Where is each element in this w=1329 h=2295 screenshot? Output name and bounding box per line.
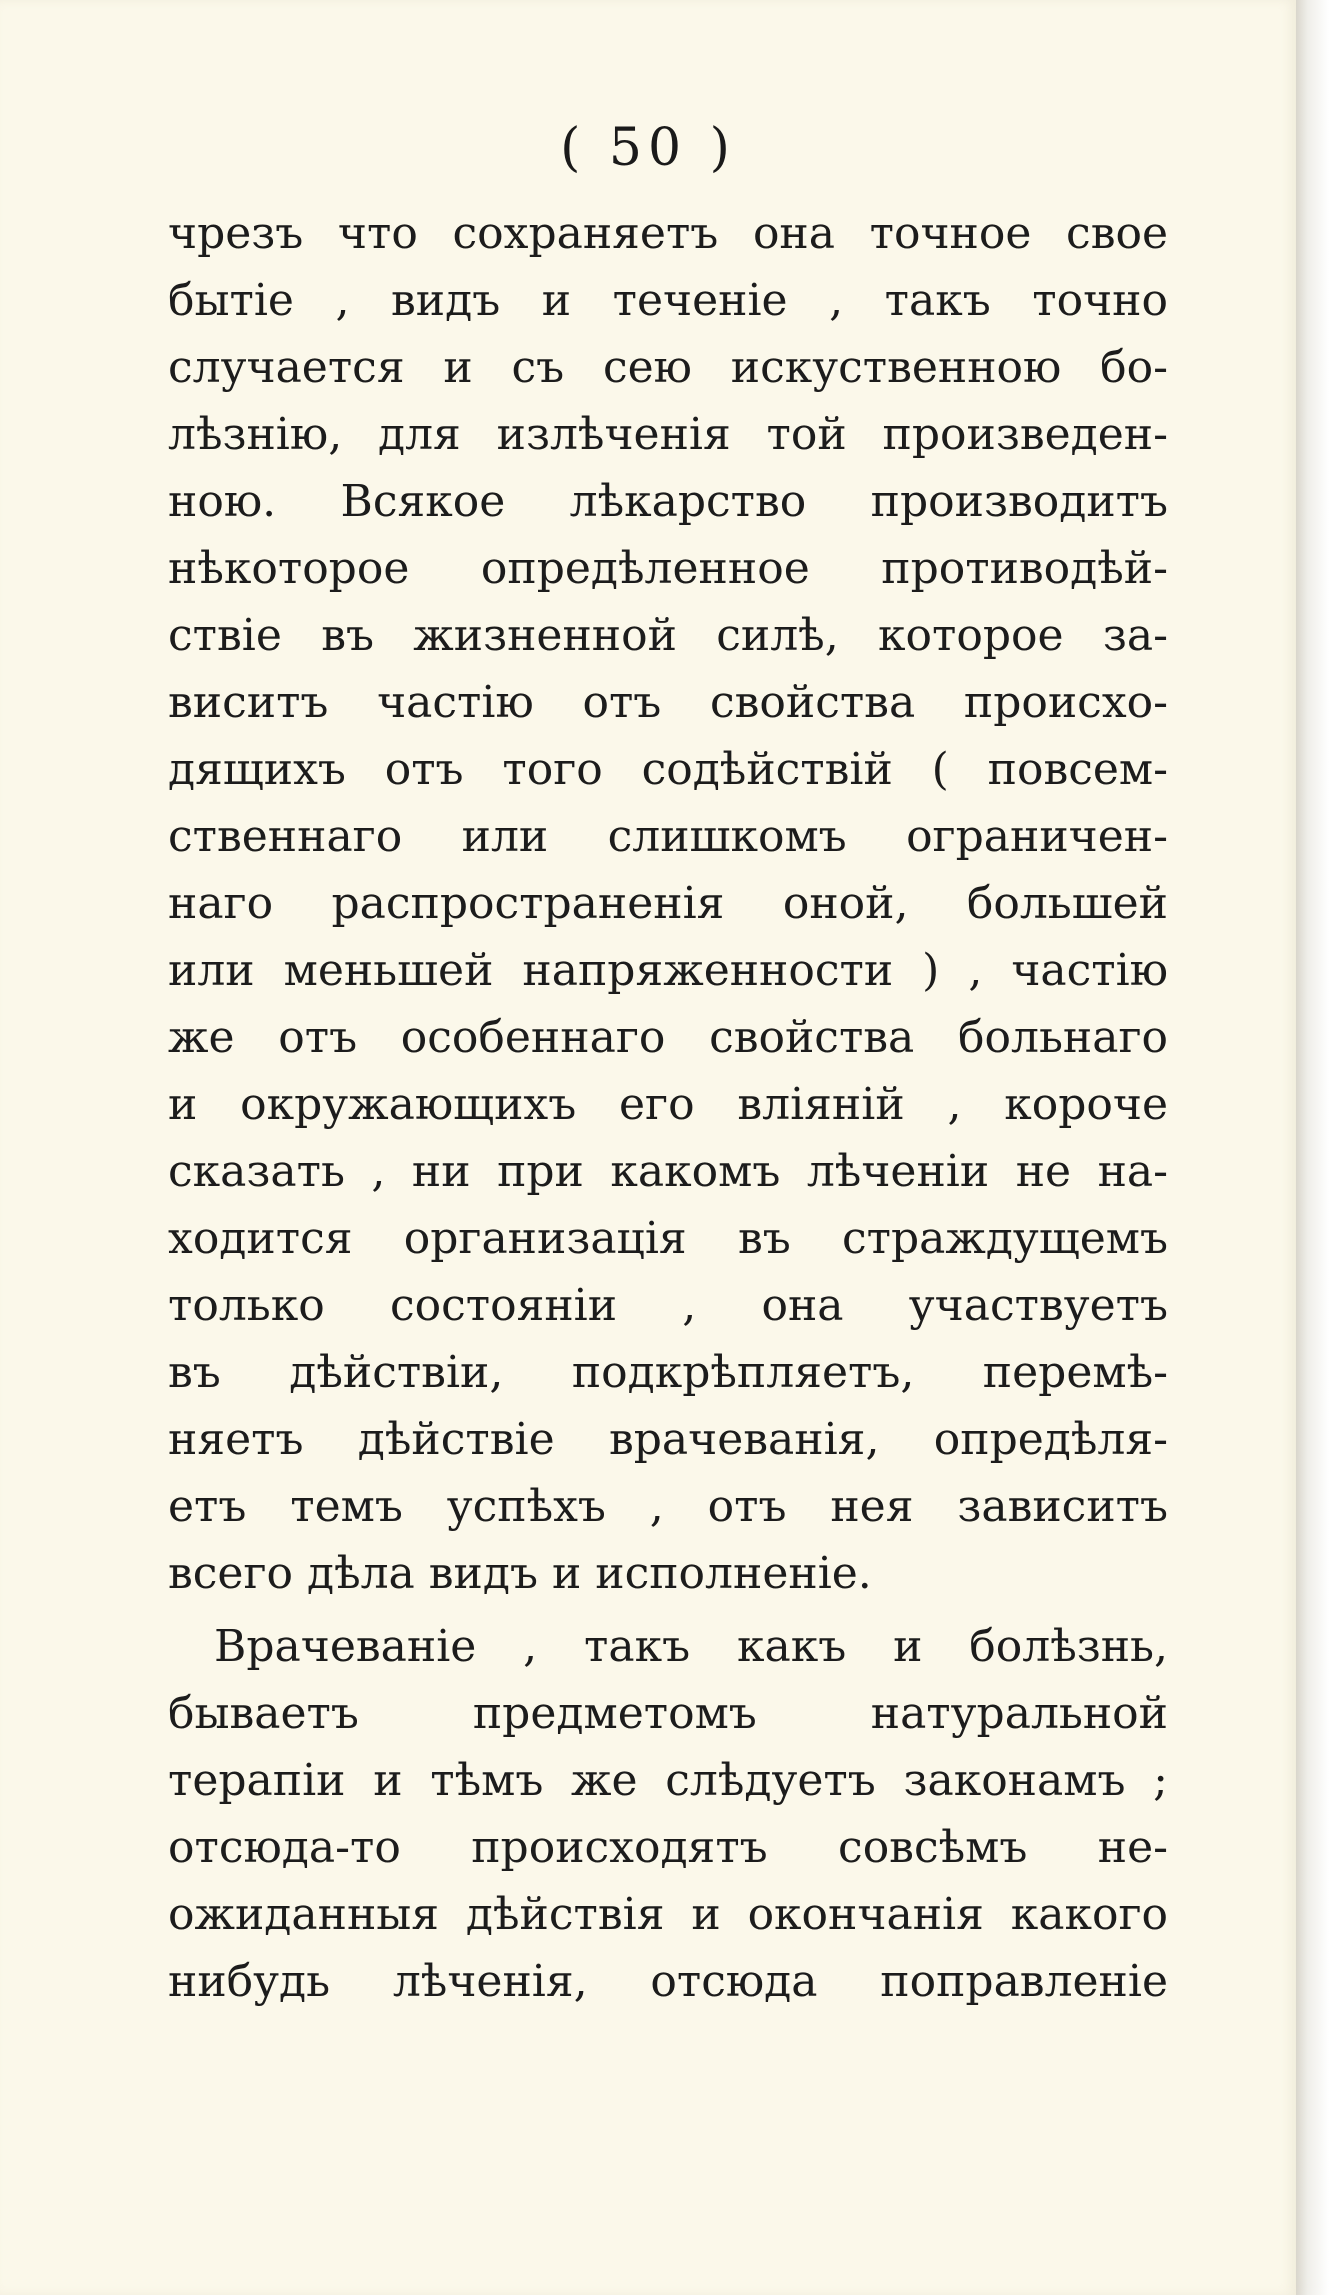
text-line: отсюда-то происходятъ совсѣмъ не- [168, 1822, 1168, 1873]
page-number: ( 50 ) [560, 118, 736, 178]
text-line: ожиданныя дѣйствiя и окончанiя какого [168, 1889, 1168, 1940]
paragraph-2 [168, 1613, 1168, 2015]
page-edge-shadow [1296, 0, 1329, 2295]
text-line: нибудь лѣченiя, отсюда поправленiе [168, 1956, 1168, 2007]
text-line: всего дѣла видъ и исполненiе. [168, 1548, 872, 1599]
text-line: и окружающихъ его влiянiй , короче [168, 1079, 1168, 1130]
text-line: ствiе въ жизненной силѣ, которое за- [168, 610, 1168, 661]
text-line: Врачеванiе , такъ какъ и болѣзнь, [214, 1621, 1168, 1672]
text-line: бытiе , видъ и теченiе , такъ точно [168, 275, 1168, 326]
text-line: сказать , ни при какомъ лѣченiи не на- [168, 1146, 1168, 1197]
text-line: етъ темъ успѣхъ , отъ нея зависитъ [168, 1481, 1168, 1532]
text-line: наго распространенiя оной, большей [168, 878, 1168, 929]
text-line: случается и съ сею искуственною бо- [168, 342, 1168, 393]
text-line: бываетъ предметомъ натуральной [168, 1688, 1168, 1739]
text-line: нѣкоторое опредѣленное противодѣй- [168, 543, 1168, 594]
text-line: только состоянiи , она участвуетъ [168, 1280, 1168, 1331]
text-line: няетъ дѣйствiе врачеванiя, опредѣля- [168, 1414, 1168, 1465]
text-line: въ дѣйствiи, подкрѣпляетъ, перемѣ- [168, 1347, 1168, 1398]
text-line: ною. Всякое лѣкарство производитъ [168, 476, 1168, 527]
text-line: или меньшей напряженности ) , частiю [168, 945, 1168, 996]
body-text [168, 200, 1168, 2015]
text-line: лѣзнiю, для излѣченiя той произведен- [168, 409, 1168, 460]
paragraph-1 [168, 200, 1168, 1607]
text-line: ственнаго или слишкомъ ограничен- [168, 811, 1168, 862]
text-line: терапiи и тѣмъ же слѣдуетъ законамъ ; [168, 1755, 1168, 1806]
text-line: чрезъ что сохраняетъ она точное свое [168, 208, 1168, 259]
text-line: же отъ особеннаго свойства больнаго [168, 1012, 1168, 1063]
text-line: виситъ частiю отъ свойства происхо- [168, 677, 1168, 728]
text-line: ходится организацiя въ страждущемъ [168, 1213, 1168, 1264]
text-line: дящихъ отъ того содѣйствiй ( повсем- [168, 744, 1168, 795]
